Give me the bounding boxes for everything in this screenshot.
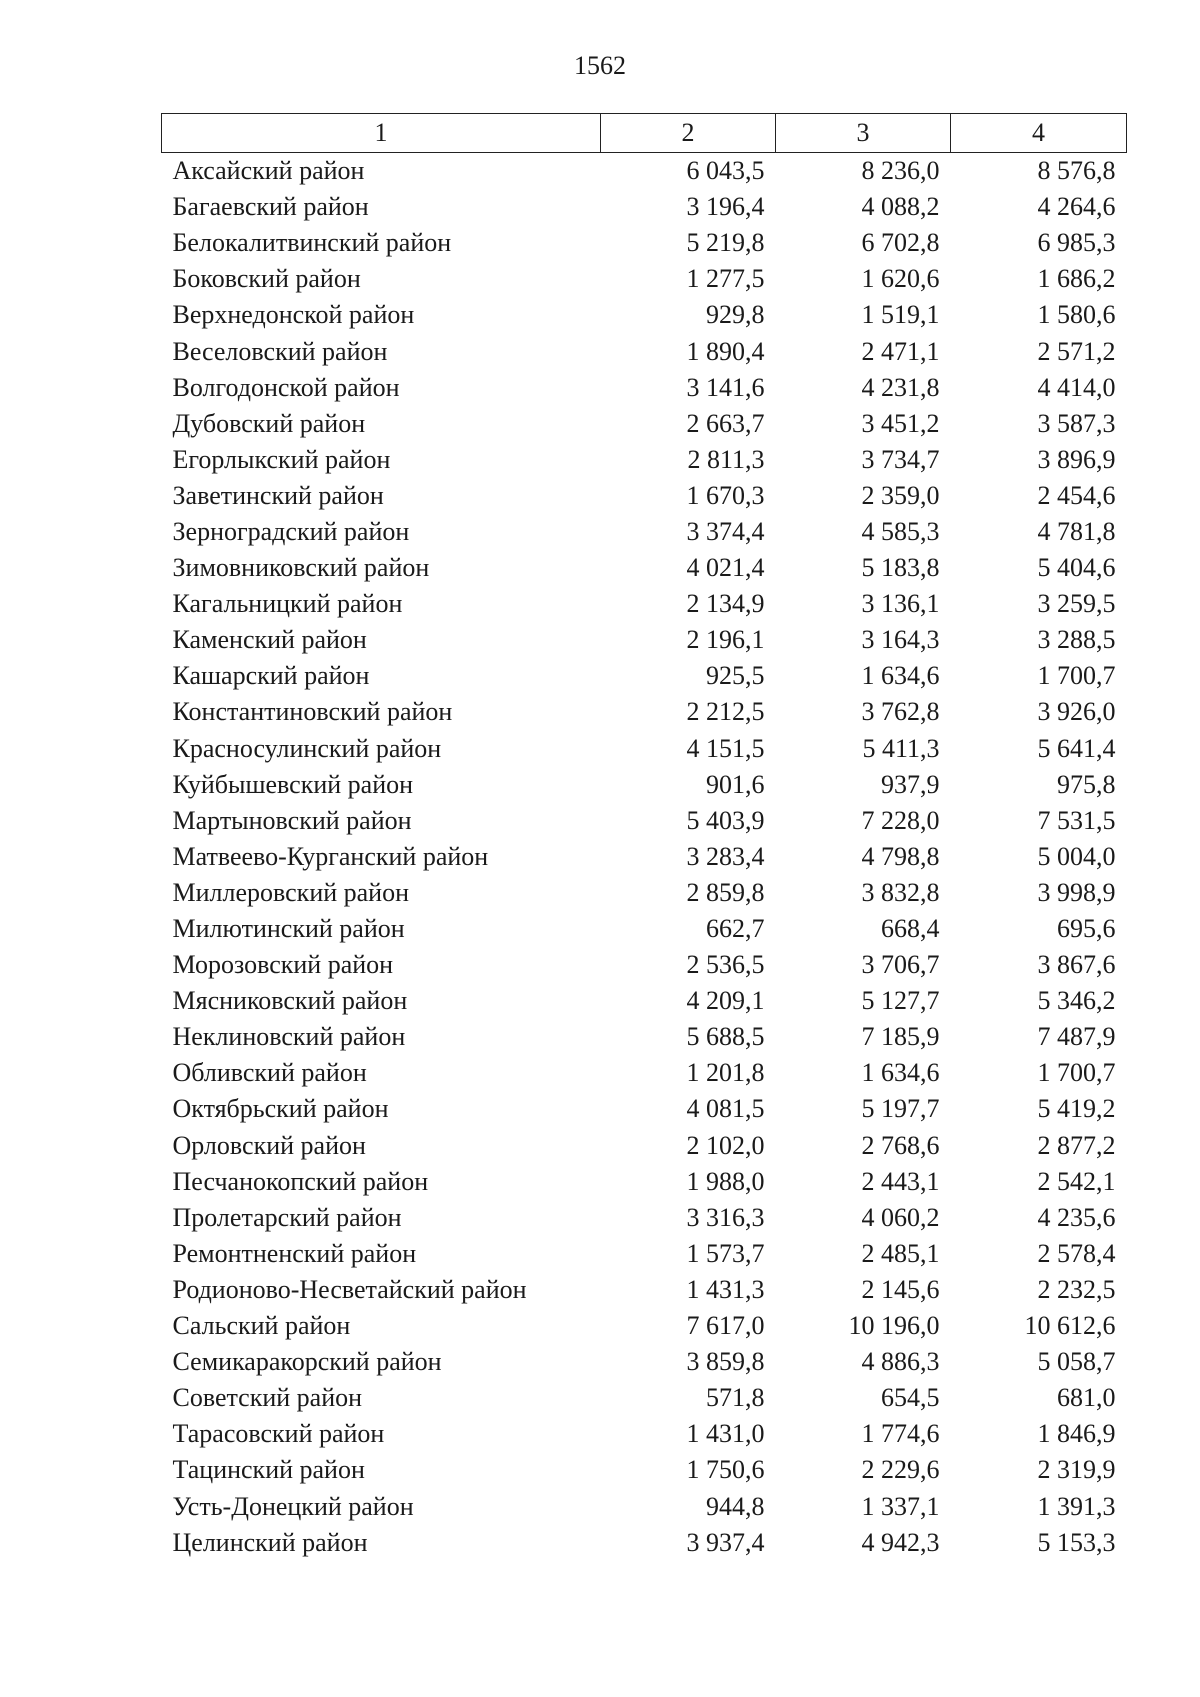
value-cell-col2: 2 859,8	[686, 877, 765, 907]
district-name-cell: Неклиновский район	[172, 1022, 406, 1052]
column-header-3: 3	[776, 114, 951, 153]
table-row	[162, 1272, 1127, 1308]
district-name-cell: Каменский район	[172, 625, 367, 655]
value-cell-col2: 1 890,4	[686, 336, 765, 366]
value-cell-col3: 5 127,7	[861, 986, 940, 1016]
value-cell-col2: 1 750,6	[686, 1455, 765, 1485]
district-name-cell: Орловский район	[172, 1130, 366, 1160]
district-name-cell: Кашарский район	[172, 661, 370, 691]
table-body	[162, 153, 1127, 1561]
value-cell-col4: 2 578,4	[1037, 1238, 1116, 1268]
district-name-cell: Морозовский район	[172, 950, 394, 980]
table-row	[162, 1488, 1127, 1524]
value-cell-col2: 2 212,5	[686, 697, 765, 727]
value-cell-col4: 3 896,9	[1037, 444, 1116, 474]
district-name-cell: Ремонтненский район	[172, 1238, 417, 1268]
district-name-cell: Пролетарский район	[172, 1202, 402, 1232]
value-cell-col4: 2 542,1	[1037, 1166, 1116, 1196]
value-cell-col2: 1 431,0	[686, 1419, 765, 1449]
value-cell-col4: 4 414,0	[1037, 372, 1116, 402]
value-cell-col3: 1 634,6	[861, 1058, 940, 1088]
district-name-cell: Мясниковский район	[172, 986, 408, 1016]
value-cell-col2: 3 316,3	[686, 1202, 765, 1232]
value-cell-col4: 1 700,7	[1037, 661, 1116, 691]
table-row	[162, 333, 1127, 369]
district-allocation-table	[161, 113, 1127, 1561]
table-row	[162, 767, 1127, 803]
value-cell-col4: 1 580,6	[1037, 300, 1116, 330]
table-row	[162, 1200, 1127, 1236]
value-cell-col2: 925,5	[706, 661, 765, 691]
value-cell-col4: 5 419,2	[1037, 1094, 1116, 1124]
table-row	[162, 550, 1127, 586]
column-header-1: 1	[162, 114, 601, 153]
value-cell-col2: 929,8	[706, 300, 765, 330]
table-row	[162, 153, 1127, 190]
value-cell-col4: 1 391,3	[1037, 1491, 1116, 1521]
value-cell-col3: 8 236,0	[861, 156, 940, 186]
table-row	[162, 875, 1127, 911]
value-cell-col3: 1 337,1	[861, 1491, 940, 1521]
district-name-cell: Обливский район	[172, 1058, 367, 1088]
value-cell-col3: 4 942,3	[861, 1527, 940, 1557]
district-name-cell: Мартыновский район	[172, 805, 412, 835]
district-name-cell: Октябрьский район	[172, 1094, 389, 1124]
value-cell-col2: 2 663,7	[686, 408, 765, 438]
value-cell-col3: 2 229,6	[861, 1455, 940, 1485]
table-row	[162, 1380, 1127, 1416]
table-row	[162, 1091, 1127, 1127]
value-cell-col4: 5 404,6	[1037, 553, 1116, 583]
value-cell-col3: 4 231,8	[861, 372, 940, 402]
value-cell-col4: 4 235,6	[1037, 1202, 1116, 1232]
table-row	[162, 1452, 1127, 1488]
value-cell-col3: 4 585,3	[861, 516, 940, 546]
value-cell-col4: 6 985,3	[1037, 228, 1116, 258]
table-row	[162, 261, 1127, 297]
table-row	[162, 1525, 1127, 1561]
district-name-cell: Усть-Донецкий район	[172, 1491, 414, 1521]
table-header-row	[162, 114, 1127, 153]
table-row	[162, 622, 1127, 658]
value-cell-col2: 944,8	[706, 1491, 765, 1521]
value-cell-col3: 3 762,8	[861, 697, 940, 727]
value-cell-col3: 2 471,1	[861, 336, 940, 366]
value-cell-col2: 7 617,0	[686, 1311, 765, 1341]
table-row	[162, 406, 1127, 442]
value-cell-col4: 5 346,2	[1037, 986, 1116, 1016]
table-row	[162, 442, 1127, 478]
district-name-cell: Дубовский район	[172, 408, 366, 438]
page-number: 1562	[574, 51, 626, 80]
district-name-cell: Зерноградский район	[172, 516, 410, 546]
value-cell-col2: 1 201,8	[686, 1058, 765, 1088]
district-name-cell: Куйбышевский район	[172, 769, 414, 799]
district-name-cell: Тарасовский район	[172, 1419, 385, 1449]
value-cell-col2: 2 536,5	[686, 950, 765, 980]
value-cell-col2: 4 021,4	[686, 553, 765, 583]
table-row	[162, 1236, 1127, 1272]
district-name-cell: Красносулинский район	[172, 733, 442, 763]
value-cell-col3: 3 164,3	[861, 625, 940, 655]
value-cell-col4: 8 576,8	[1037, 156, 1116, 186]
value-cell-col3: 6 702,8	[861, 228, 940, 258]
value-cell-col4: 5 641,4	[1037, 733, 1116, 763]
value-cell-col4: 1 700,7	[1037, 1058, 1116, 1088]
district-name-cell: Родионово-Несветайский район	[172, 1274, 527, 1304]
value-cell-col4: 5 153,3	[1037, 1527, 1116, 1557]
district-name-cell: Боковский район	[172, 264, 361, 294]
value-cell-col2: 4 081,5	[686, 1094, 765, 1124]
value-cell-col4: 3 926,0	[1037, 697, 1116, 727]
table-row	[162, 731, 1127, 767]
table-row	[162, 370, 1127, 406]
value-cell-col3: 937,9	[881, 769, 940, 799]
district-name-cell: Заветинский район	[172, 480, 384, 510]
value-cell-col3: 7 185,9	[861, 1022, 940, 1052]
value-cell-col2: 4 209,1	[686, 986, 765, 1016]
value-cell-col3: 10 196,0	[848, 1311, 940, 1341]
value-cell-col4: 3 259,5	[1037, 589, 1116, 619]
value-cell-col2: 3 859,8	[686, 1347, 765, 1377]
value-cell-col4: 7 531,5	[1037, 805, 1116, 835]
column-header-2: 2	[601, 114, 776, 153]
value-cell-col4: 10 612,6	[1024, 1311, 1116, 1341]
value-cell-col3: 7 228,0	[861, 805, 940, 835]
value-cell-col2: 3 283,4	[686, 841, 765, 871]
table-row	[162, 189, 1127, 225]
district-name-cell: Песчанокопский район	[172, 1166, 429, 1196]
value-cell-col2: 2 811,3	[687, 444, 765, 474]
value-cell-col2: 901,6	[706, 769, 765, 799]
table-row	[162, 658, 1127, 694]
value-cell-col3: 2 145,6	[861, 1274, 940, 1304]
value-cell-col2: 571,8	[706, 1383, 765, 1413]
value-cell-col4: 5 004,0	[1037, 841, 1116, 871]
value-cell-col4: 2 454,6	[1037, 480, 1116, 510]
value-cell-col3: 3 706,7	[861, 950, 940, 980]
value-cell-col3: 3 451,2	[861, 408, 940, 438]
district-name-cell: Волгодонской район	[172, 372, 400, 402]
value-cell-col3: 4 060,2	[861, 1202, 940, 1232]
district-name-cell: Семикаракорский район	[172, 1347, 442, 1377]
table-row	[162, 514, 1127, 550]
district-name-cell: Советский район	[172, 1383, 363, 1413]
value-cell-col3: 5 197,7	[861, 1094, 940, 1124]
district-name-cell: Сальский район	[172, 1311, 351, 1341]
value-cell-col3: 654,5	[881, 1383, 940, 1413]
district-name-cell: Кагальницкий район	[172, 589, 403, 619]
value-cell-col2: 5 219,8	[686, 228, 765, 258]
value-cell-col4: 2 319,9	[1037, 1455, 1116, 1485]
value-cell-col4: 2 877,2	[1037, 1130, 1116, 1160]
value-cell-col2: 6 043,5	[686, 156, 765, 186]
value-cell-col2: 3 374,4	[686, 516, 765, 546]
value-cell-col2: 2 102,0	[686, 1130, 765, 1160]
table-row	[162, 478, 1127, 514]
value-cell-col4: 2 571,2	[1037, 336, 1116, 366]
table-row	[162, 1308, 1127, 1344]
value-cell-col3: 4 798,8	[861, 841, 940, 871]
value-cell-col2: 5 688,5	[686, 1022, 765, 1052]
value-cell-col3: 2 485,1	[861, 1238, 940, 1268]
value-cell-col2: 3 196,4	[686, 192, 765, 222]
value-cell-col4: 3 998,9	[1037, 877, 1116, 907]
value-cell-col4: 1 846,9	[1037, 1419, 1116, 1449]
value-cell-col3: 3 832,8	[861, 877, 940, 907]
table-row	[162, 911, 1127, 947]
table-row	[162, 839, 1127, 875]
table-row	[162, 947, 1127, 983]
table-row	[162, 586, 1127, 622]
value-cell-col4: 975,8	[1057, 769, 1116, 799]
table-row	[162, 694, 1127, 730]
table-row	[162, 1344, 1127, 1380]
value-cell-col4: 5 058,7	[1037, 1347, 1116, 1377]
value-cell-col2: 1 670,3	[686, 480, 765, 510]
value-cell-col3: 1 634,6	[861, 661, 940, 691]
district-name-cell: Егорлыкский район	[172, 444, 391, 474]
value-cell-col3: 2 359,0	[861, 480, 940, 510]
value-cell-col2: 4 151,5	[686, 733, 765, 763]
value-cell-col2: 1 277,5	[686, 264, 765, 294]
value-cell-col4: 2 232,5	[1037, 1274, 1116, 1304]
value-cell-col2: 662,7	[706, 914, 765, 944]
district-name-cell: Зимовниковский район	[172, 553, 430, 583]
value-cell-col4: 3 867,6	[1037, 950, 1116, 980]
value-cell-col3: 3 734,7	[861, 444, 940, 474]
district-name-cell: Милютинский район	[172, 914, 405, 944]
district-name-cell: Константиновский район	[172, 697, 453, 727]
value-cell-col2: 3 141,6	[686, 372, 765, 402]
value-cell-col4: 4 264,6	[1037, 192, 1116, 222]
value-cell-col2: 1 573,7	[686, 1238, 765, 1268]
value-cell-col2: 3 937,4	[686, 1527, 765, 1557]
table-row	[162, 803, 1127, 839]
district-name-cell: Тацинский район	[172, 1455, 365, 1485]
value-cell-col3: 4 886,3	[861, 1347, 940, 1377]
value-cell-col2: 2 134,9	[686, 589, 765, 619]
district-name-cell: Верхнедонской район	[172, 300, 415, 330]
district-name-cell: Веселовский район	[172, 336, 388, 366]
value-cell-col4: 681,0	[1057, 1383, 1116, 1413]
value-cell-col3: 4 088,2	[861, 192, 940, 222]
table-row	[162, 297, 1127, 333]
value-cell-col2: 2 196,1	[686, 625, 765, 655]
value-cell-col4: 1 686,2	[1037, 264, 1116, 294]
table-row	[162, 1128, 1127, 1164]
district-name-cell: Целинский район	[172, 1527, 368, 1557]
district-name-cell: Матвеево-Курганский район	[172, 841, 489, 871]
table-row	[162, 983, 1127, 1019]
table-row	[162, 1055, 1127, 1091]
value-cell-col2: 5 403,9	[686, 805, 765, 835]
district-name-cell: Багаевский район	[172, 192, 369, 222]
column-header-4: 4	[951, 114, 1127, 153]
value-cell-col4: 3 288,5	[1037, 625, 1116, 655]
district-name-cell: Миллеровский район	[172, 877, 410, 907]
value-cell-col3: 1 519,1	[861, 300, 940, 330]
value-cell-col3: 2 768,6	[861, 1130, 940, 1160]
value-cell-col2: 1 988,0	[686, 1166, 765, 1196]
value-cell-col3: 5 183,8	[861, 553, 940, 583]
value-cell-col3: 5 411,3	[862, 733, 940, 763]
value-cell-col3: 2 443,1	[861, 1166, 940, 1196]
table-row	[162, 1019, 1127, 1055]
table-row	[162, 1164, 1127, 1200]
value-cell-col4: 4 781,8	[1037, 516, 1116, 546]
value-cell-col4: 3 587,3	[1037, 408, 1116, 438]
value-cell-col3: 1 620,6	[861, 264, 940, 294]
value-cell-col2: 1 431,3	[686, 1274, 765, 1304]
value-cell-col3: 1 774,6	[861, 1419, 940, 1449]
table-row	[162, 225, 1127, 261]
table-row	[162, 1416, 1127, 1452]
district-name-cell: Аксайский район	[172, 156, 365, 186]
value-cell-col4: 7 487,9	[1037, 1022, 1116, 1052]
district-name-cell: Белокалитвинский район	[172, 228, 452, 258]
value-cell-col3: 668,4	[881, 914, 940, 944]
value-cell-col3: 3 136,1	[861, 589, 940, 619]
value-cell-col4: 695,6	[1057, 914, 1116, 944]
